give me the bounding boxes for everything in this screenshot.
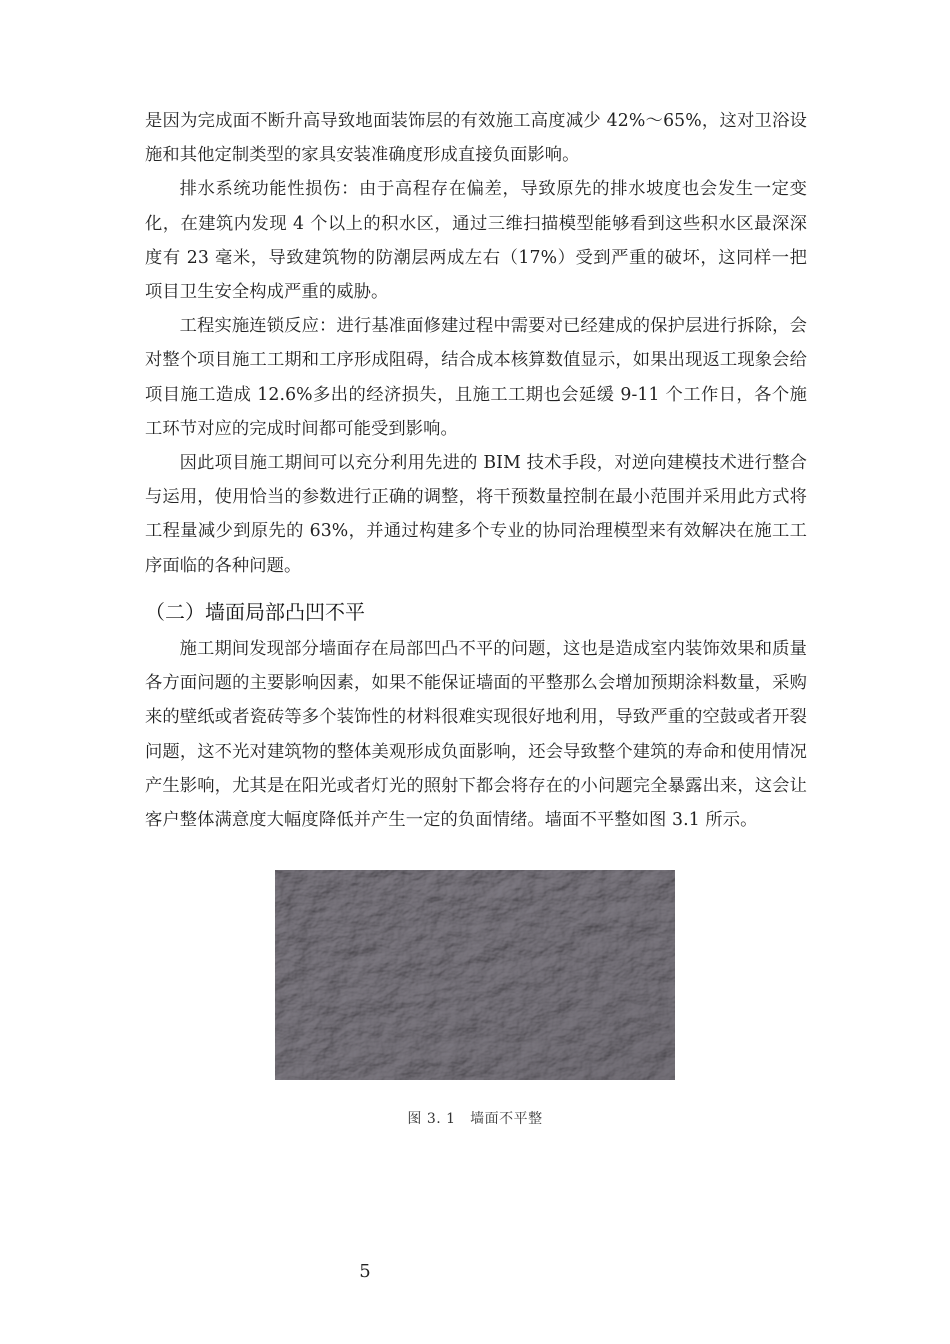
- section-heading: （二）墙面局部凸凹不平: [145, 600, 365, 624]
- paragraph-bim-solution: 因此项目施工期间可以充分利用先进的 BIM 技术手段，对逆向建模技术进行整合与运用，使用恰当的参数进行正确的调整，将干预数量控制在最小范围并采用此方式将工程量减少到原先的 63%，并通过构建多个专业的协同治理模型来有效解决在施工工序面临的各种问题。: [145, 453, 807, 576]
- paragraph-continuation: 是因为完成面不断升高导致地面装饰层的有效施工高度减少 42%～65%，这对卫浴设施和其他定制类型的家具安装准确度形成直接负面影响。: [145, 111, 807, 166]
- paragraph-chain-reaction: 工程实施连锁反应：进行基准面修建过程中需要对已经建成的保护层进行拆除，会对整个项目施工工期和工序形成阻碍，结合成本核算数值显示，如果出现返工现象会给项目施工造成 12.6%多出的经济损失，且施工工期也会延缓 9-11 个工作日，各个施工环节对应的完成时间都可能受到影响。: [145, 316, 807, 439]
- wall-shading: [275, 870, 675, 1080]
- body-text-top: [145, 104, 807, 583]
- wall-texture-image: [275, 870, 675, 1080]
- page-number: 5: [359, 1261, 371, 1282]
- body-text-bottom: [145, 632, 807, 837]
- paragraph-uneven-wall: 施工期间发现部分墙面存在局部凹凸不平的问题，这也是造成室内装饰效果和质量各方面问题的主要影响因素，如果不能保证墙面的平整那么会增加预期涂料数量，采购来的壁纸或者瓷砖等多个装饰性的材料很难实现很好地利用，导致严重的空鼓或者开裂问题，这不光对建筑物的整体美观形成负面影响，还会导致整个建筑的寿命和使用情况产生影响，尤其是在阳光或者灯光的照射下都会将存在的小问题完全暴露出来，这会让客户整体满意度大幅度降低并产生一定的负面情绪。墙面不平整如图 3.1 所示。: [145, 639, 807, 831]
- figure-caption: 图 3. 1 墙面不平整: [407, 1111, 543, 1127]
- paragraph-drainage-damage: 排水系统功能性损伤：由于高程存在偏差，导致原先的排水坡度也会发生一定变化，在建筑内发现 4 个以上的积水区，通过三维扫描模型能够看到这些积水区最深深度有 23 毫米，导致建筑物的防潮层两成左右（17%）受到严重的破坏，这同样一把项目卫生安全构成严重的威胁。: [145, 179, 807, 303]
- figure-uneven-wall-photo: [275, 870, 675, 1080]
